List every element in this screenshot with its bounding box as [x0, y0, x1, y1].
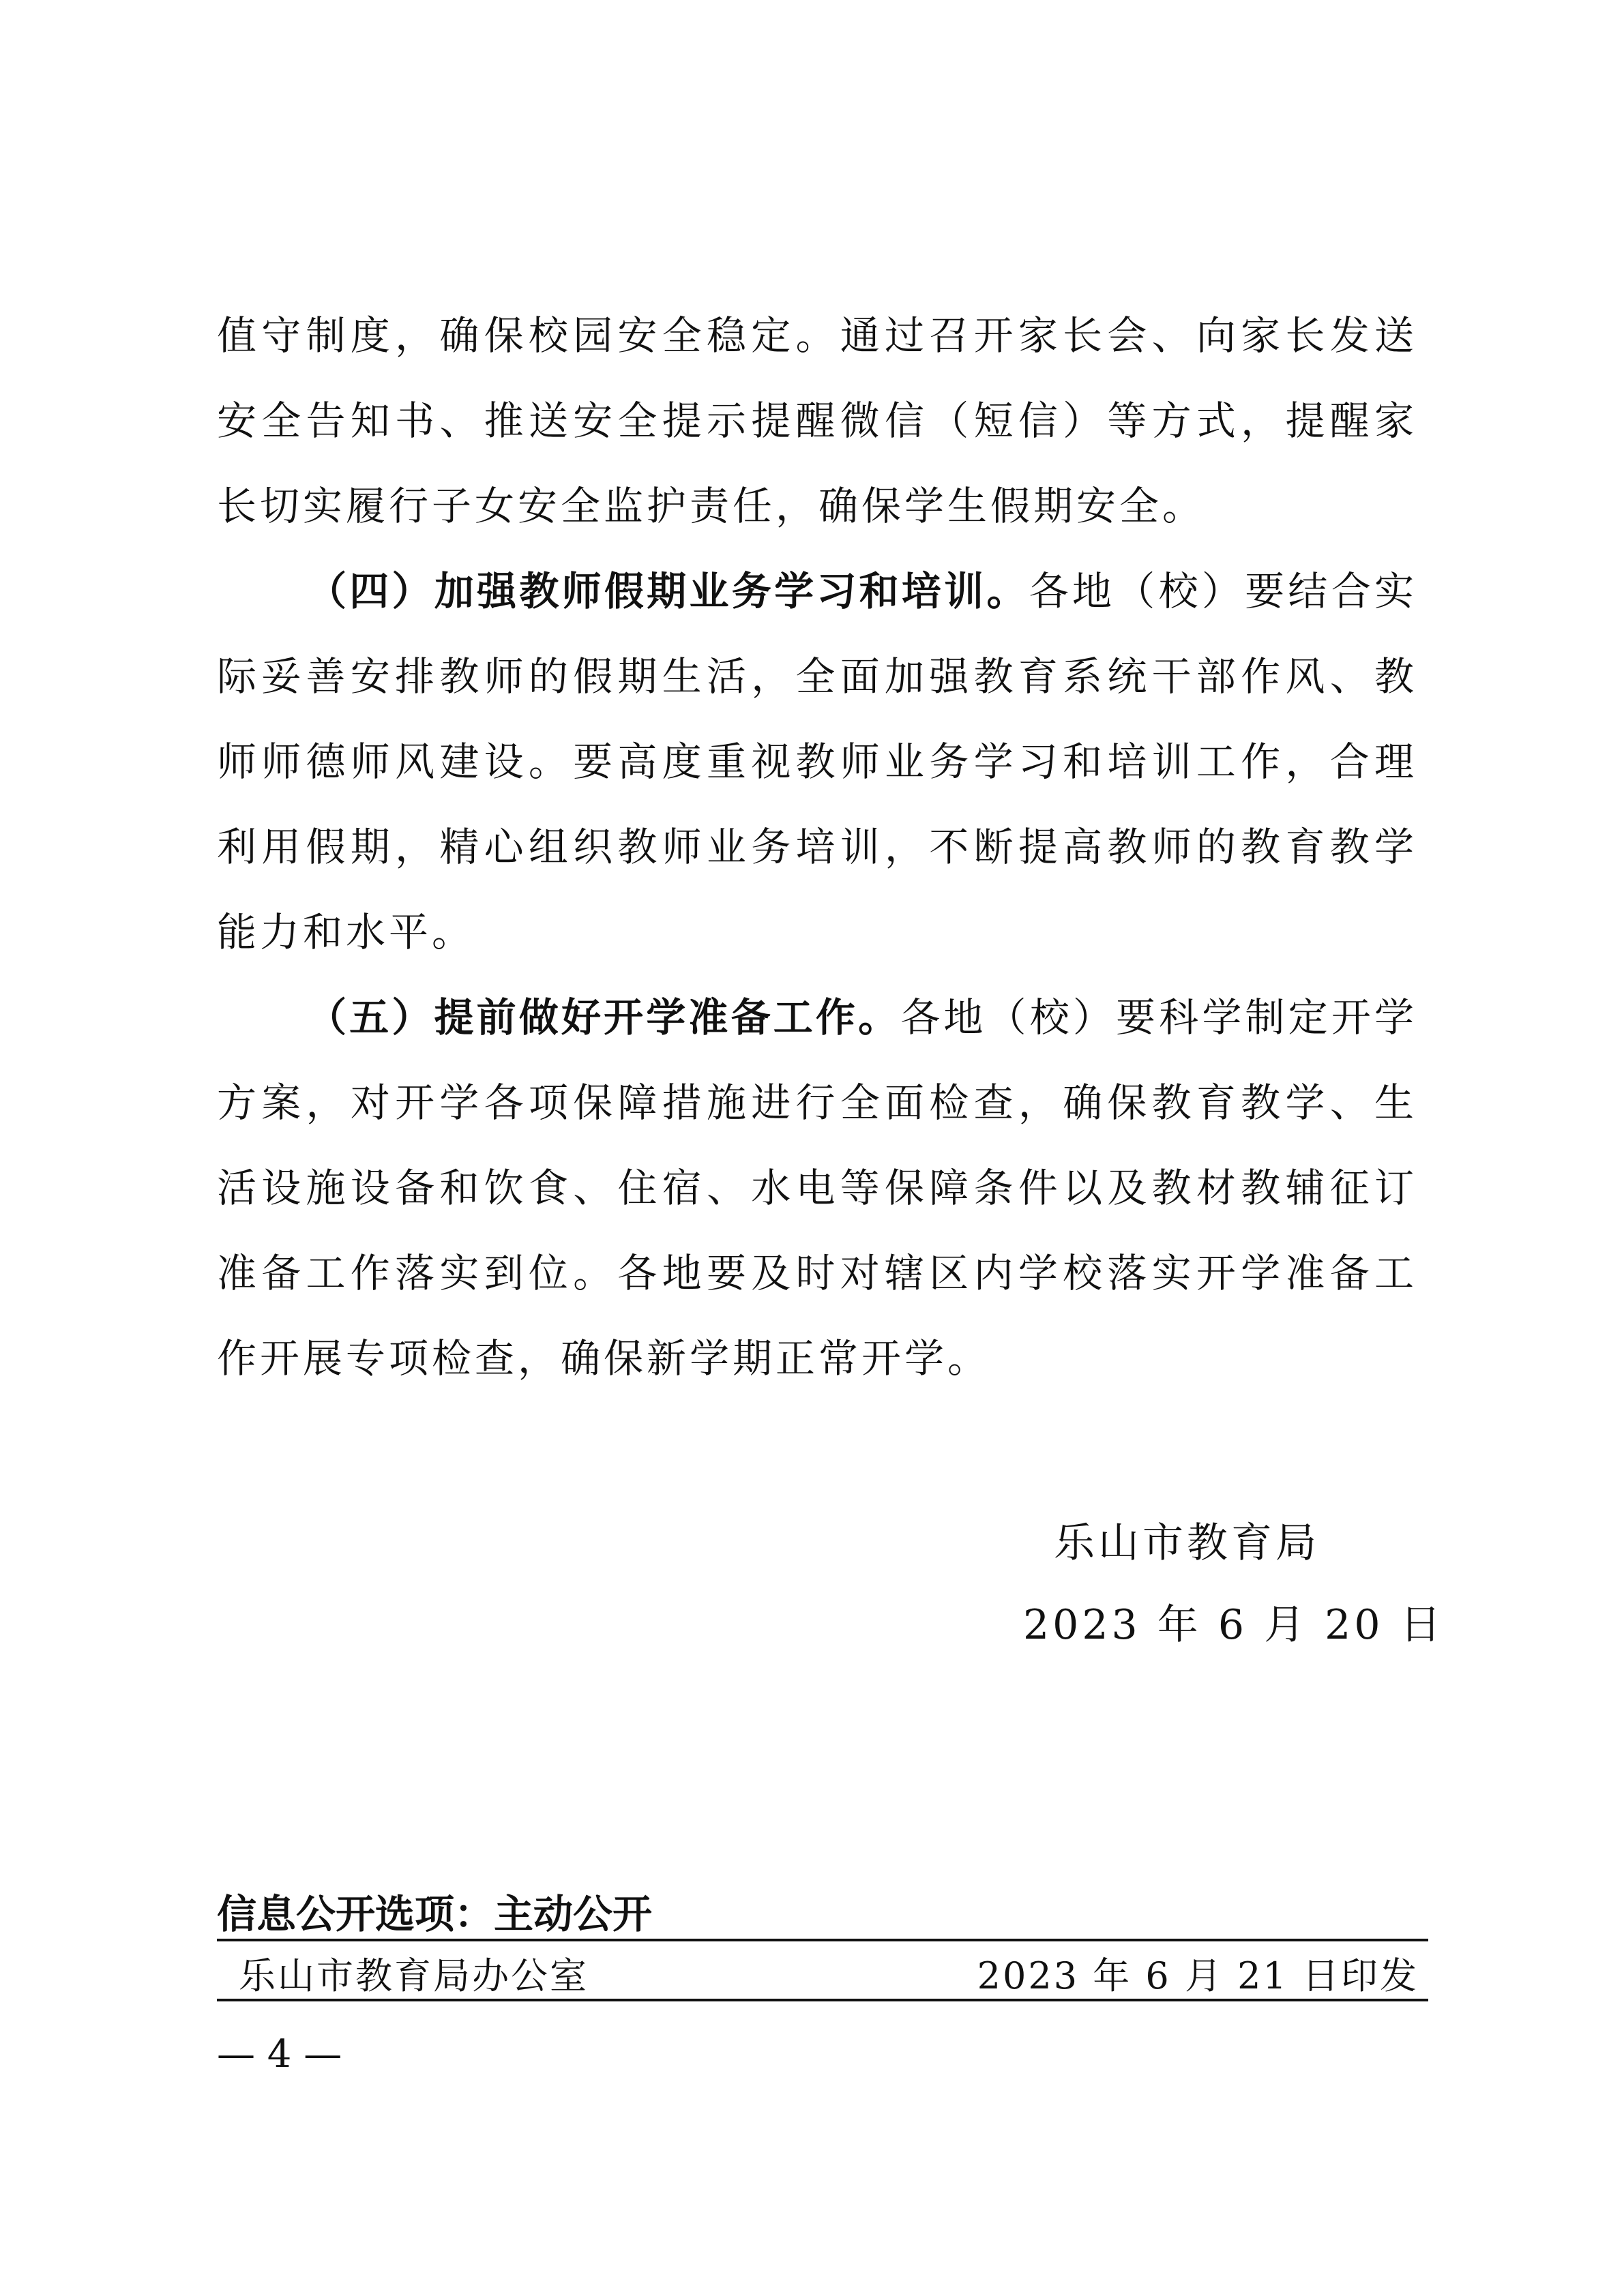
footer-rule-top [217, 1939, 1428, 1941]
paragraph-section-4 [217, 549, 1417, 975]
section-heading-4: （四）加强教师假期业务学习和培训。 [307, 568, 1029, 614]
paragraph-continuation [217, 293, 1417, 549]
footer-rule-bottom [217, 1999, 1428, 2001]
section-heading-5: （五）提前做好开学准备工作。 [307, 994, 901, 1041]
print-date: 2023 年 6 月 21 日印发 [977, 1954, 1419, 1997]
body-text [217, 293, 1417, 1401]
paragraph-text: 值守制度，确保校园安全稳定。通过召开家长会、向家长发送安全告知书、推送安全提示提醒微信（短信）等方式，提醒家长切实履行子女安全监护责任，确保学生假期安全。 [217, 312, 1417, 529]
paragraph-text: 各地（校）要结合实际妥善安排教师的假期生活，全面加强教育系统干部作风、教师师德师风建设。要高度重视教师业务学习和培训工作，合理利用假期，精心组织教师业务培训，不断提高教师的教育教学能力和水平。 [217, 568, 1417, 955]
signature-organization: 乐山市教育局 [1054, 1519, 1320, 1567]
paragraph-text: 各地（校）要科学制定开学方案，对开学各项保障措施进行全面检查，确保教育教学、生活设施设备和饮食、住宿、水电等保障条件以及教材教辅征订准备工作落实到位。各地要及时对辖区内学校落实开学准备工作开展专项检查，确保新学期正常开学。 [217, 994, 1417, 1382]
page-number: — 4 — [217, 2032, 342, 2076]
disclosure-option: 信息公开选项：主动公开 [217, 1891, 653, 1937]
paragraph-section-5 [217, 975, 1417, 1401]
footer-row [239, 1944, 1419, 1996]
issuing-office: 乐山市教育局办公室 [239, 1954, 589, 1997]
signature-date: 2023 年 6 月 20 日 [1023, 1601, 1445, 1649]
